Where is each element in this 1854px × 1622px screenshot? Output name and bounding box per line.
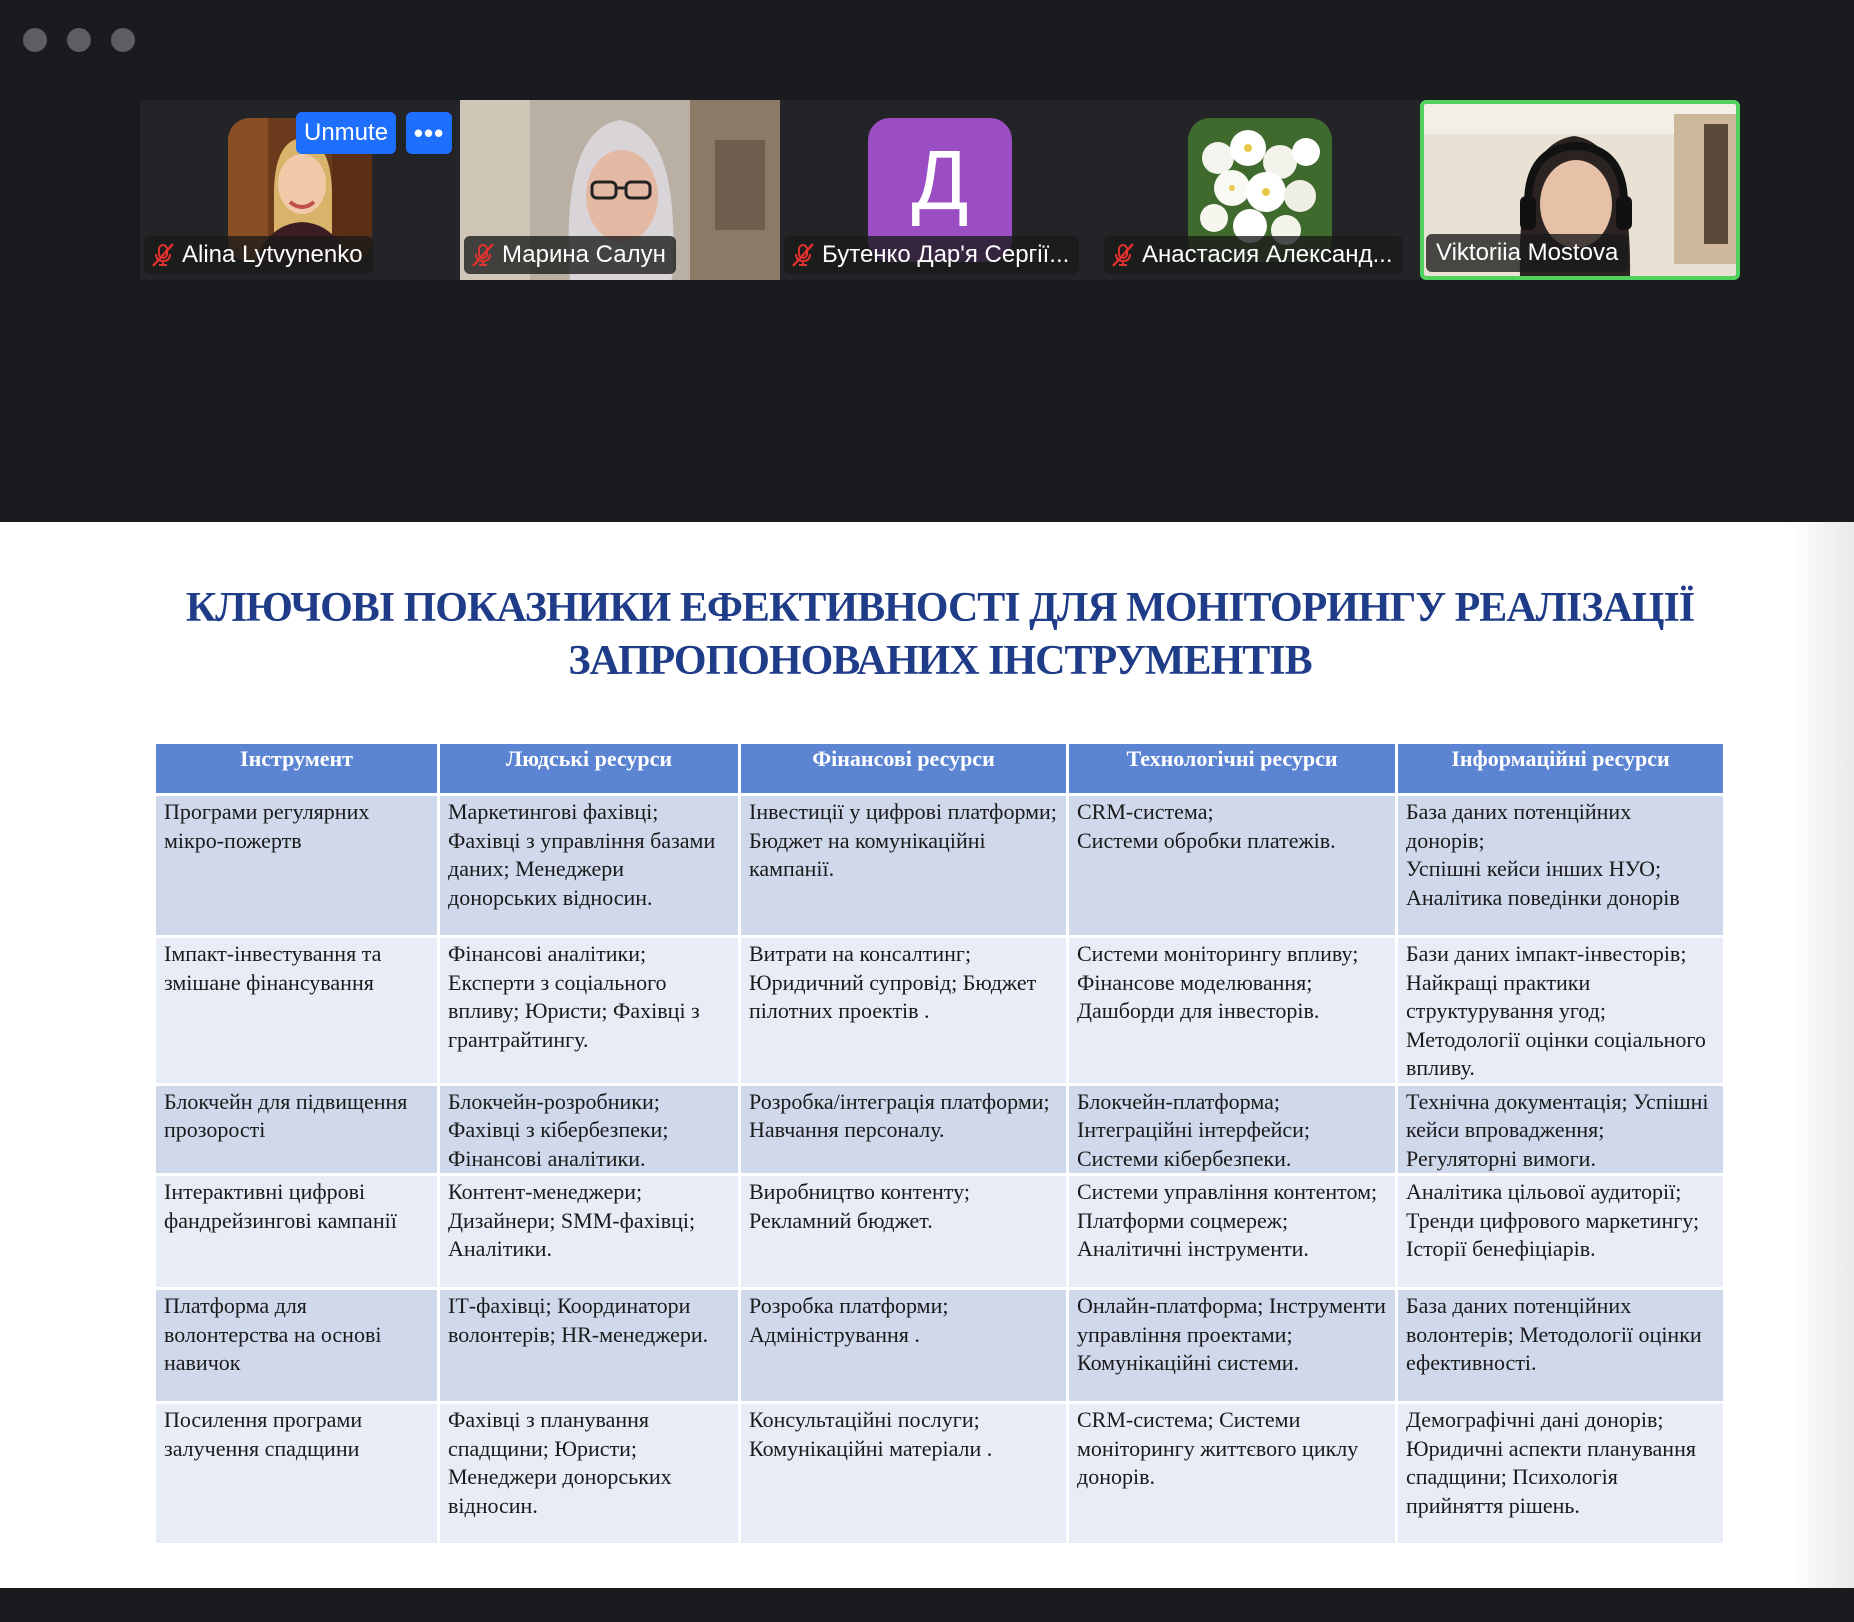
column-header-instrument: Інструмент xyxy=(155,743,439,795)
participant-name-tag xyxy=(144,236,373,274)
participant-video-strip xyxy=(140,100,1740,280)
table-cell: Блокчейн-розробники; Фахівці з кібербезпеки; Фінансові аналітики. xyxy=(439,1084,740,1175)
table-header-row xyxy=(155,743,1725,795)
participant-tile-viktoriia[interactable] xyxy=(1420,100,1740,280)
participant-tile-alina[interactable] xyxy=(140,100,460,280)
table-cell: Технічна документація; Успішні кейси впровадження; Регуляторні вимоги. xyxy=(1397,1084,1725,1175)
window-controls xyxy=(23,28,135,52)
table-row xyxy=(155,1289,1725,1403)
table-cell: CRM-система; Системи обробки платежів. xyxy=(1068,795,1397,937)
minimize-window-button[interactable] xyxy=(67,28,91,52)
close-window-button[interactable] xyxy=(23,28,47,52)
bottom-bar xyxy=(0,1588,1854,1622)
column-header-information-resources: Інформаційні ресурси xyxy=(1397,743,1725,795)
table-cell: Розробка платформи; Адміністрування . xyxy=(740,1289,1068,1403)
table-cell: CRM-система; Системи моніторингу життєвого циклу донорів. xyxy=(1068,1403,1397,1545)
table-cell: Розробка/інтеграція платформи; Навчання персоналу. xyxy=(740,1084,1068,1175)
participant-name-tag xyxy=(784,236,1079,274)
table-cell: Витрати на консалтинг; Юридичний супровід; Бюджет пілотних проектів . xyxy=(740,937,1068,1085)
participant-name-tag xyxy=(464,236,676,274)
slide-title-line-2: ЗАПРОПОНОВАНИХ ІНСТРУМЕНТІВ xyxy=(568,638,1312,684)
table-row xyxy=(155,937,1725,1085)
unmute-button[interactable]: Unmute xyxy=(296,112,396,154)
table-cell: Інвестиції у цифрові платформи; Бюджет на комунікаційні кампанії. xyxy=(740,795,1068,937)
microphone-muted-icon xyxy=(1110,242,1136,268)
table-cell: Консультаційні послуги; Комунікаційні матеріали . xyxy=(740,1403,1068,1545)
table-row xyxy=(155,795,1725,937)
participant-name: Бутенко Дар'я Сергії... xyxy=(822,241,1070,268)
participant-name: Viktoriia Mostova xyxy=(1436,239,1619,266)
participant-name-tag xyxy=(1426,234,1628,272)
kpi-resources-table xyxy=(153,741,1726,1546)
table-cell: Фінансові аналітики; Експерти з соціального впливу; Юристи; Фахівці з грантрайтингу. xyxy=(439,937,740,1085)
table-cell: Платформа для волонтерства на основі навичок xyxy=(155,1289,439,1403)
slide-title-line-1: КЛЮЧОВІ ПОКАЗНИКИ ЕФЕКТИВНОСТІ ДЛЯ МОНІТОРИНГУ РЕАЛІЗАЦІЇ xyxy=(185,585,1695,631)
table-cell: Блокчейн-платформа; Інтеграційні інтерфейси; Системи кібербезпеки. xyxy=(1068,1084,1397,1175)
table-cell: Бази даних імпакт-інвесторів; Найкращі практики структурування угод; Методології оцінки соціального впливу. xyxy=(1397,937,1725,1085)
participant-tile-anastasia[interactable] xyxy=(1100,100,1420,280)
table-cell: Блокчейн для підвищення прозорості xyxy=(155,1084,439,1175)
participant-initial-avatar: Д xyxy=(868,118,1012,262)
slide-edge-shadow xyxy=(1790,522,1854,1588)
table-cell: Інтерактивні цифрові фандрейзингові кампанії xyxy=(155,1175,439,1289)
participant-name: Марина Салун xyxy=(502,241,666,268)
microphone-muted-icon xyxy=(790,242,816,268)
column-header-financial-resources: Фінансові ресурси xyxy=(740,743,1068,795)
shared-screen-slide xyxy=(0,522,1854,1588)
participant-name-tag xyxy=(1104,236,1403,274)
column-header-technological-resources: Технологічні ресурси xyxy=(1068,743,1397,795)
tile-hover-controls xyxy=(296,112,452,154)
participant-tile-butenko[interactable] xyxy=(780,100,1100,280)
table-cell: Програми регулярних мікро-пожертв xyxy=(155,795,439,937)
more-options-button[interactable]: ••• xyxy=(406,112,452,154)
table-cell: Онлайн-платформа; Інструменти управління проектами; Комунікаційні системи. xyxy=(1068,1289,1397,1403)
microphone-muted-icon xyxy=(470,242,496,268)
table-cell: Фахівці з планування спадщини; Юристи; Менеджери донорських відносин. xyxy=(439,1403,740,1545)
participant-name: Анастасия Александ... xyxy=(1142,241,1393,268)
participant-tile-maryna[interactable] xyxy=(460,100,780,280)
column-header-human-resources: Людські ресурси xyxy=(439,743,740,795)
table-cell: Системи управління контентом; Платформи соцмереж; Аналітичні інструменти. xyxy=(1068,1175,1397,1289)
table-cell: Контент-менеджери; Дизайнери; SMM-фахівці; Аналітики. xyxy=(439,1175,740,1289)
table-cell: Демографічні дані донорів; Юридичні аспекти планування спадщини; Психологія прийняття рішень. xyxy=(1397,1403,1725,1545)
table-cell: ІТ-фахівці; Координатори волонтерів; HR-менеджери. xyxy=(439,1289,740,1403)
slide-title xyxy=(140,582,1740,688)
table-row xyxy=(155,1084,1725,1175)
table-cell: Виробництво контенту; Рекламний бюджет. xyxy=(740,1175,1068,1289)
table-row xyxy=(155,1403,1725,1545)
table-cell: Аналітика цільової аудиторії; Тренди цифрового маркетингу; Історії бенефіціарів. xyxy=(1397,1175,1725,1289)
table-cell: Імпакт-інвестування та змішане фінансування xyxy=(155,937,439,1085)
participant-name: Alina Lytvynenko xyxy=(182,241,363,268)
microphone-muted-icon xyxy=(150,242,176,268)
table-cell: Системи моніторингу впливу; Фінансове моделювання; Дашборди для інвесторів. xyxy=(1068,937,1397,1085)
zoom-window-button[interactable] xyxy=(111,28,135,52)
table-cell: База даних потенційних волонтерів; Методології оцінки ефективності. xyxy=(1397,1289,1725,1403)
table-row xyxy=(155,1175,1725,1289)
table-cell: Маркетингові фахівці; Фахівці з управління базами даних; Менеджери донорських відносин. xyxy=(439,795,740,937)
table-cell: Посилення програми залучення спадщини xyxy=(155,1403,439,1545)
table-cell: База даних потенційних донорів; Успішні кейси інших НУО; Аналітика поведінки донорів xyxy=(1397,795,1725,937)
